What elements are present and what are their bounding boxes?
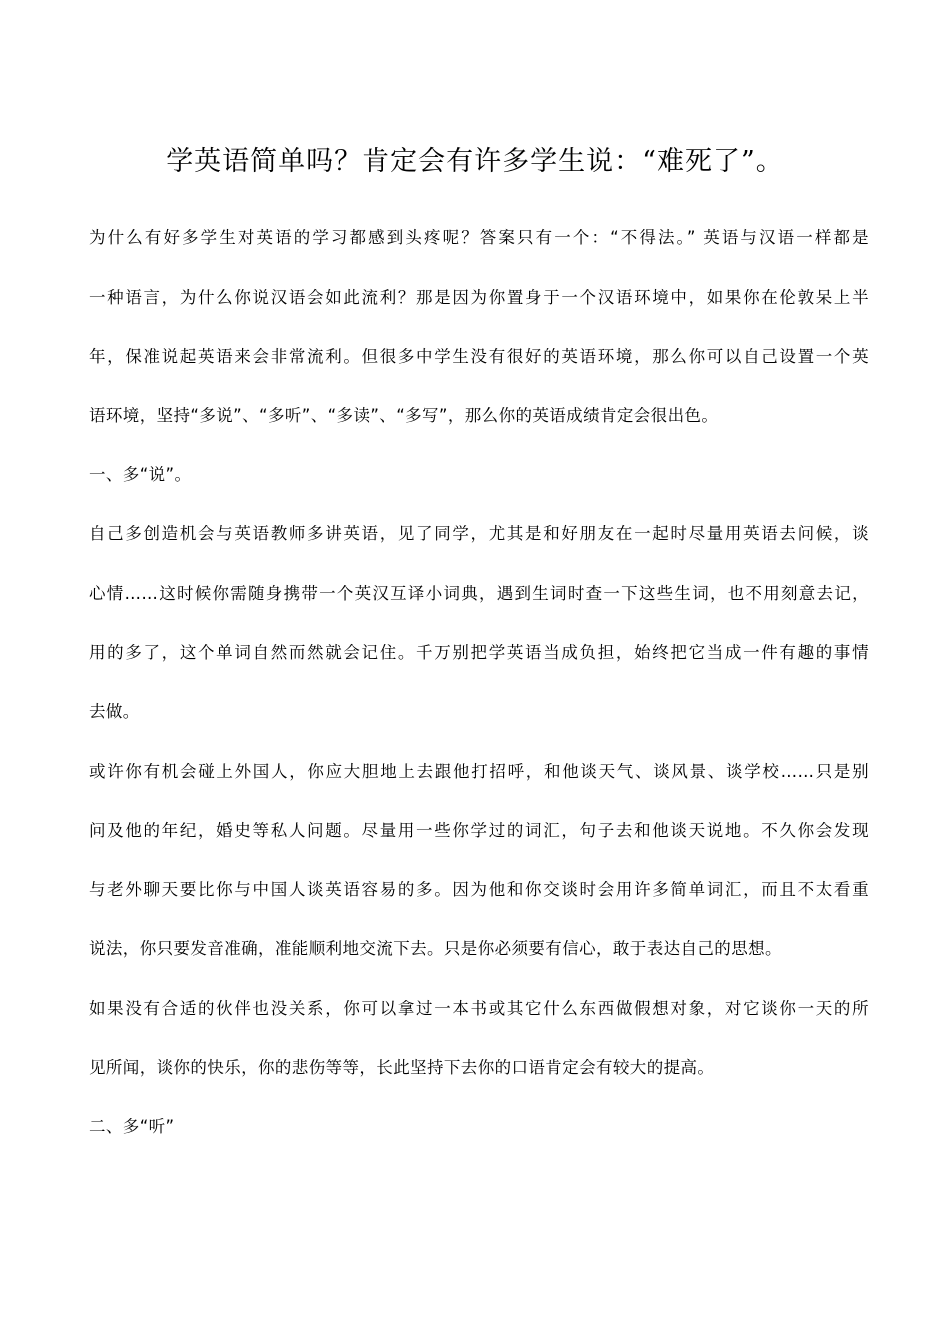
section-heading-listen: 二、多“听” xyxy=(89,1117,175,1136)
paragraph-line: 如果没有合适的伙伴也没关系，你可以拿过一本书或其它什么东西做假想对象，对它谈你一天的所 xyxy=(89,999,869,1018)
paragraph-line: 去做。 xyxy=(89,702,140,721)
section-heading-speak: 一、多“说”。 xyxy=(89,465,192,484)
paragraph-line: 问及他的年纪，婚史等私人问题。尽量用一些你学过的词汇，句子去和他谈天说地。不久你会发现 xyxy=(89,821,869,840)
paragraph-line: 心情……这时候你需随身携带一个英汉互译小词典，遇到生词时查一下这些生词，也不用刻意去记， xyxy=(89,584,869,603)
paragraph-line: 一种语言，为什么你说汉语会如此流利？那是因为你置身于一个汉语环境中，如果你在伦敦呆上半 xyxy=(89,288,869,307)
paragraph-line: 用的多了，这个单词自然而然就会记住。千万别把学英语当成负担，始终把它当成一件有趣的事情 xyxy=(89,643,869,662)
paragraph-line: 与老外聊天要比你与中国人谈英语容易的多。因为他和你交谈时会用许多简单词汇，而且不太看重 xyxy=(89,880,869,899)
paragraph-line: 语环境，坚持“多说”、“多听”、“多读”、“多写”，那么你的英语成绩肯定会很出色。 xyxy=(89,406,719,425)
paragraph-line: 自己多创造机会与英语教师多讲英语，见了同学，尤其是和好朋友在一起时尽量用英语去问候，谈 xyxy=(89,524,869,543)
paragraph-line: 或许你有机会碰上外国人，你应大胆地上去跟他打招呼，和他谈天气、谈风景、谈学校……只是别 xyxy=(89,762,869,781)
paragraph-line: 年，保准说起英语来会非常流利。但很多中学生没有很好的英语环境，那么你可以自己设置一个英 xyxy=(89,347,869,366)
paragraph-line: 为什么有好多学生对英语的学习都感到头疼呢？答案只有一个：“不得法。” 英语与汉语一样都是 xyxy=(89,228,869,247)
paragraph-line: 见所闻，谈你的快乐，你的悲伤等等，长此坚持下去你的口语肯定会有较大的提高。 xyxy=(89,1058,715,1077)
paragraph-line: 说法，你只要发音准确，准能顺利地交流下去。只是你必须要有信心，敢于表达自己的思想。 xyxy=(89,939,782,958)
document-title: 学英语简单吗？肯定会有许多学生说：“难死了”。 xyxy=(166,146,784,177)
